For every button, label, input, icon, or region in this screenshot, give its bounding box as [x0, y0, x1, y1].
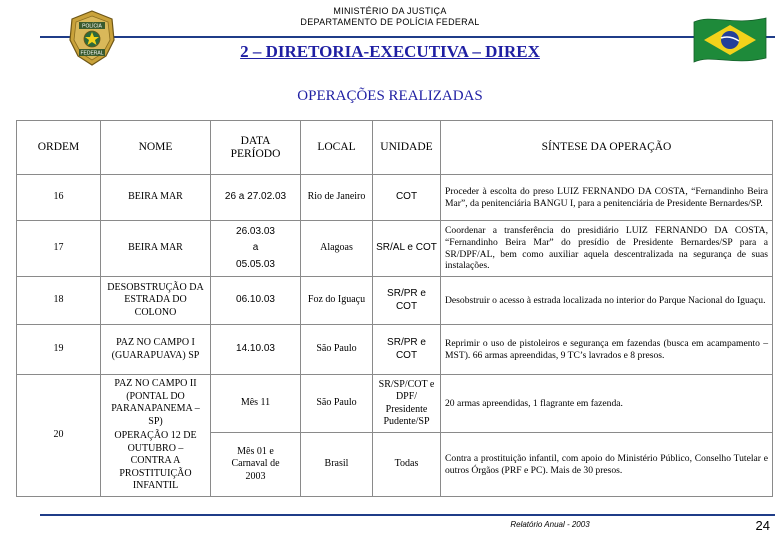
cell-nome	[101, 375, 211, 497]
cell-unidade: SR/PR e COT	[373, 325, 441, 375]
cell-data: Mês 01 e Carnaval de 2003	[211, 433, 301, 497]
badge-bottom-label: FEDERAL	[80, 50, 104, 57]
cell-local: Rio de Janeiro	[301, 175, 373, 221]
cell-ordem: 19	[17, 325, 101, 375]
header-local: LOCAL	[301, 121, 373, 175]
header-divider	[40, 36, 775, 38]
page-title: 2 – DIRETORIA-EXECUTIVA – DIREX	[240, 42, 540, 61]
department-name: DEPARTAMENTO DE POLÍCIA FEDERAL	[300, 17, 480, 27]
cell-ordem: 16	[17, 175, 101, 221]
section-title: OPERAÇÕES REALIZADAS	[297, 88, 483, 104]
cell-data: Mês 11	[211, 375, 301, 433]
header-data-line1: DATA	[240, 135, 271, 147]
badge-top-label: POLÍCIA	[82, 23, 102, 30]
cell-sintese: Coordenar a transferência do presidiário LUIZ FERNANDO DA COSTA, “Fernandinho Beira Mar” do presídio de Presidente Bernardes/SP para a SR/DPF/AL, bem como auxiliar aquela descentralizada na segurança de suas instalações.	[441, 221, 773, 277]
cell-ordem: 20	[17, 375, 101, 497]
cell-nome-first: PAZ NO CAMPO II (PONTAL DO PARANAPANEMA – SP)	[111, 378, 200, 427]
header-ordem: ORDEM	[17, 121, 101, 175]
cell-ordem: 17	[17, 221, 101, 277]
cell-local: São Paulo	[301, 375, 373, 433]
cell-data-separator: a	[252, 242, 259, 254]
cell-sintese: Desobstruir o acesso à estrada localizada no interior do Parque Nacional do Iguaçu.	[441, 277, 773, 325]
cell-sintese: Reprimir o uso de pistoleiros e segurança em fazendas (busca em acampamento – MST). 66 armas apreendidas, 9 TC’s lavrados e 8 presos.	[441, 325, 773, 375]
cell-nome: BEIRA MAR	[101, 175, 211, 221]
cell-unidade: SR/SP/COT e DPF/ Presidente Pudente/SP	[373, 375, 441, 433]
cell-data-end: 05.05.03	[236, 258, 275, 270]
table-header-row	[17, 121, 773, 175]
cell-local: Alagoas	[301, 221, 373, 277]
table-row	[17, 175, 773, 221]
header-data	[211, 121, 301, 175]
table-row	[17, 325, 773, 375]
header-text	[0, 6, 780, 28]
table-row	[17, 221, 773, 277]
cell-sintese: 20 armas apreendidas, 1 flagrante em fazenda.	[441, 375, 773, 433]
cell-ordem: 18	[17, 277, 101, 325]
cell-sintese: Proceder à escolta do preso LUIZ FERNANDO DA COSTA, “Fernandinho Beira Mar”, da penitenciária BANGU I, para a penitenciária de Presidente Bernardes/SP.	[441, 175, 773, 221]
cell-nome: BEIRA MAR	[101, 221, 211, 277]
cell-sintese: Contra a prostituição infantil, com apoio do Ministério Público, Conselho Tutelar e outros Órgãos (PRF e PC). Mais de 30 presos.	[441, 433, 773, 497]
cell-local: São Paulo	[301, 325, 373, 375]
cell-local: Brasil	[301, 433, 373, 497]
ministry-name: MINISTÉRIO DA JUSTIÇA	[333, 6, 447, 16]
table-row	[17, 375, 773, 433]
operations-table	[16, 120, 773, 497]
page-number: 24	[755, 518, 770, 533]
cell-local: Foz do Iguaçu	[301, 277, 373, 325]
footer-report-title: Relatório Anual - 2003	[510, 520, 590, 529]
cell-data	[211, 221, 301, 277]
header-nome: NOME	[101, 121, 211, 175]
table-row	[17, 277, 773, 325]
cell-unidade: Todas	[373, 433, 441, 497]
footer-divider	[40, 514, 775, 516]
cell-data: 26 a 27.02.03	[211, 175, 301, 221]
cell-nome: PAZ NO CAMPO I (GUARAPUAVA) SP	[101, 325, 211, 375]
header-data-line2: PERÍODO	[230, 147, 281, 160]
cell-data: 14.10.03	[211, 325, 301, 375]
cell-unidade: COT	[373, 175, 441, 221]
cell-nome-second: OPERAÇÃO 12 DE OUTUBRO – CONTRA A PROSTITUIÇÃO INFANTIL	[114, 430, 197, 492]
cell-data: 06.10.03	[211, 277, 301, 325]
cell-data-start: 26.03.03	[236, 225, 275, 237]
header-sintese: SÍNTESE DA OPERAÇÃO	[441, 121, 773, 175]
header-unidade: UNIDADE	[373, 121, 441, 175]
cell-unidade: SR/AL e COT	[373, 221, 441, 277]
cell-nome: DESOBSTRUÇÃO DA ESTRADA DO COLONO	[101, 277, 211, 325]
cell-unidade: SR/PR e COT	[373, 277, 441, 325]
